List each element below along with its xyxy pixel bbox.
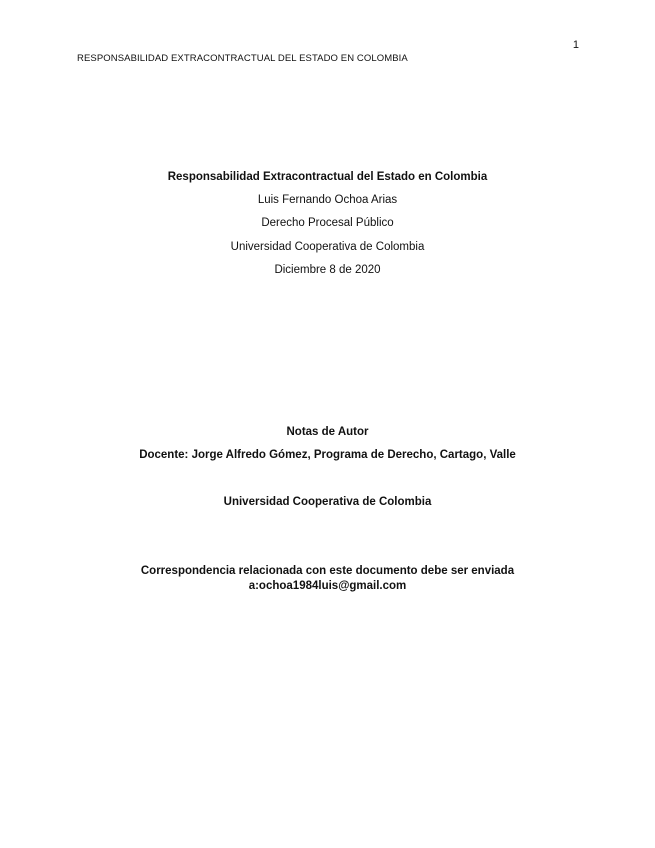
course-name: Derecho Procesal Público xyxy=(261,217,394,229)
page-number: 1 xyxy=(572,39,579,51)
author-note-heading: Notas de Autor xyxy=(286,426,369,438)
running-head: RESPONSABILIDAD EXTRACONTRACTUAL DEL ESTADO EN COLOMBIA xyxy=(77,53,408,64)
author-note-institution: Universidad Cooperativa de Colombia xyxy=(223,496,432,508)
correspondence-email: a:ochoa1984luis@gmail.com xyxy=(248,580,407,592)
teacher-line: Docente: Jorge Alfredo Gómez, Programa de Derecho, Cartago, Valle xyxy=(139,449,516,461)
correspondence-line-1: Correspondencia relacionada con este documento debe ser enviada xyxy=(140,565,515,577)
document-date: Diciembre 8 de 2020 xyxy=(274,264,381,276)
institution-name: Universidad Cooperativa de Colombia xyxy=(230,241,425,253)
document-title: Responsabilidad Extracontractual del Estado en Colombia xyxy=(167,171,488,183)
author-name: Luis Fernando Ochoa Arias xyxy=(257,194,398,206)
